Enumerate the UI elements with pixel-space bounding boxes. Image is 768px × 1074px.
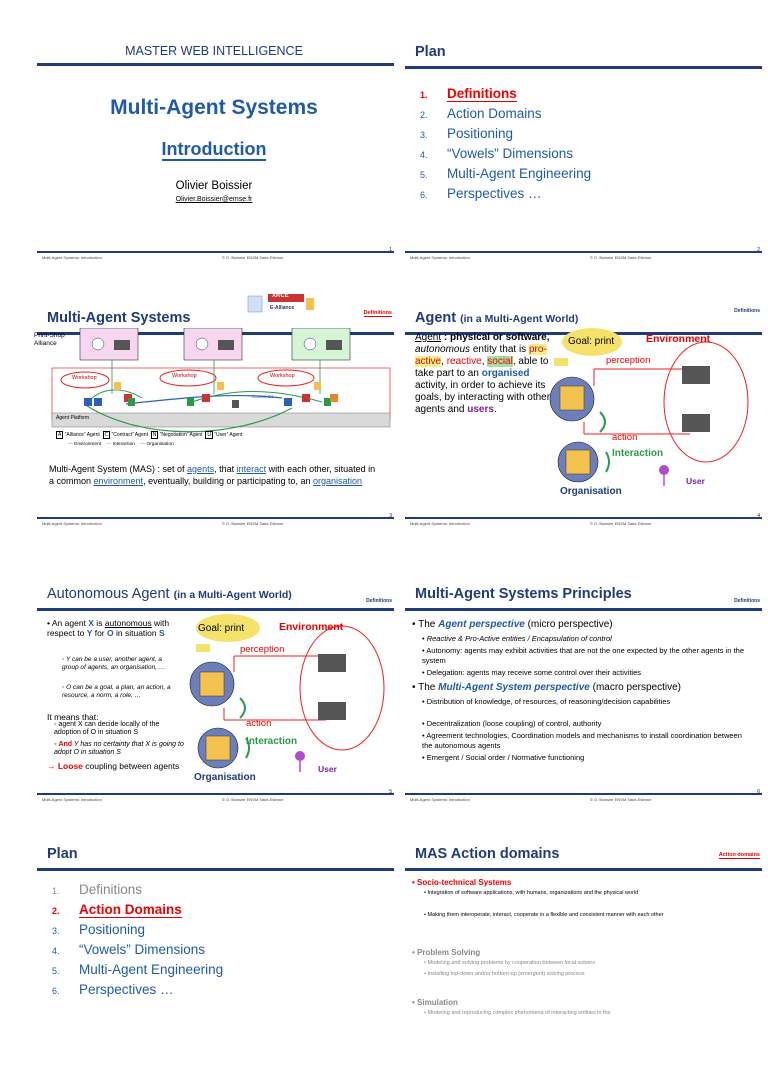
agent-box-N (284, 398, 292, 406)
mas-perspective-item: • Distribution of knowledge, of resources, of reasoning/decision capabilities (422, 697, 671, 706)
page-number: 1 (389, 247, 392, 253)
agent-body (566, 450, 590, 474)
printshop-label: Print-Shop Alliance (34, 332, 65, 347)
environment-ellipse (664, 342, 748, 462)
domain-heading: • Simulation (412, 998, 458, 1007)
printer-icon (318, 702, 346, 720)
page-number: 2 (757, 247, 760, 253)
interaction-wave (606, 452, 609, 472)
section-tag: Definitions (366, 598, 392, 604)
clock-icon (304, 338, 316, 350)
footer-left: Multi-Agent Systems: Introduction (42, 521, 102, 526)
autonomy-definition: • An agent X is autonomous with respect to Y for O in situation S (47, 618, 170, 638)
slide-title: MAS Action domains (415, 846, 560, 862)
footer-mid: © O. Boissier ENSM Saint-Etienne (590, 797, 652, 802)
slide-title: Agent (in a Multi-Agent World) (415, 310, 579, 326)
author-email[interactable]: Olivier.Boissier@emse.fr (175, 196, 253, 203)
platform-label: Agent Platform (56, 415, 90, 421)
loose-coupling: → Loose coupling between agents (47, 761, 180, 771)
plan-item-action-domains: 2. Action Domains (52, 902, 182, 917)
plan-list (52, 880, 223, 1000)
environment-label: Environment (646, 333, 711, 345)
bottom-bar (405, 517, 762, 519)
workshop-label: Workshop (270, 373, 295, 379)
footer-left: Multi-Agent Systems: Introduction (410, 797, 470, 802)
footer-left: Multi-Agent Systems: Introduction (42, 797, 102, 802)
plan-item: 3. Positioning (52, 922, 146, 937)
agent-perspective-item: • Reactive & Pro-Active entities / Encapsulation of control (422, 634, 612, 643)
plan-item: 6. Perspectives … (52, 982, 174, 997)
thought-bubble (196, 644, 210, 652)
goal-label: Goal: print (568, 336, 615, 347)
page-number: 5 (389, 789, 392, 795)
slide-title: Multi-Agent Systems (110, 96, 318, 119)
course-header: MASTER WEB INTELLIGENCE (125, 44, 303, 58)
agent-box-U (217, 382, 224, 390)
agent-body (206, 736, 230, 760)
user-label: User (686, 476, 705, 486)
bottom-bar (37, 251, 394, 253)
section-tag: Action domains (718, 852, 760, 858)
agent-box-U (114, 382, 121, 390)
user-icon (295, 751, 305, 761)
mas-perspective-item: • Agreement technologies, Coordination models and mechanisms to install coordination between the autonomous agents (422, 731, 742, 750)
o-definition: ◦ O can be a goal, a plan, an action, a resource, a norm, a role, … (62, 684, 171, 699)
page-number: 6 (757, 789, 760, 795)
environment-label: Environment (279, 621, 344, 633)
line-legend: — Environment — Interaction — Organisation (68, 442, 174, 447)
logo-text: XRCE (272, 293, 289, 299)
diagram-legend: A “Alliance” Agent C “Contract” Agent N “Negotiation” Agent U “User” Agent (58, 432, 243, 438)
organisation-label: Organisation (194, 772, 256, 783)
printer-icon (218, 340, 234, 350)
means-item-1: ◦ agent X can decide locally of the adoption of O in situation S (54, 721, 160, 736)
bottom-bar (405, 251, 762, 253)
page-number: 3 (389, 513, 392, 519)
user-icon (659, 465, 669, 475)
printer-icon (114, 340, 130, 350)
interaction-wave (600, 412, 605, 432)
agent-box-C (94, 398, 102, 406)
plan-item-definitions: 1. Definitions (420, 86, 517, 101)
slide-3 (32, 292, 396, 538)
goal-label: Goal: print (198, 623, 245, 634)
clock-icon (196, 338, 208, 350)
plan-item: 4. “Vowels” Dimensions (420, 146, 574, 161)
means-item-2: ◦ And Y has no certainty that X is going to adopt O in situation S (54, 741, 184, 756)
slide-title: Multi-Agent Systems (47, 310, 191, 326)
slide-8 (400, 828, 764, 1024)
agent-box-A (330, 394, 338, 402)
section-tag: Definitions (734, 598, 760, 604)
agent-body (200, 672, 224, 696)
workshop-label: Workshop (172, 373, 197, 379)
agent-box-A (302, 394, 310, 402)
means-label: It means that: (47, 712, 99, 722)
slide-6 (400, 568, 764, 814)
domain-item: • Modeling and reproducing complex phenomena of interacting entities in the (424, 1010, 611, 1016)
domain-item: • Integration of software applications, with humans, organizations and the physical world (424, 890, 639, 896)
thought-bubble (554, 358, 568, 366)
action-label: action (612, 432, 638, 443)
footer-left: Multi-Agent Systems: Introduction (410, 521, 470, 526)
logo-sub: E-Alliance (270, 305, 295, 311)
slide-title: Autonomous Agent (in a Multi-Agent World) (47, 586, 292, 602)
footer-mid: © O. Boissier ENSM Saint-Etienne (590, 255, 652, 260)
title-bar (37, 868, 394, 871)
footer-mid: © O. Boissier ENSM Saint-Etienne (222, 255, 284, 260)
agent-box-N (187, 398, 194, 406)
slide-title: Plan (47, 846, 78, 862)
printer-icon (326, 340, 342, 350)
plan-item: 1. Definitions (52, 882, 143, 897)
page-number: 4 (757, 513, 760, 519)
agent-box (232, 400, 239, 408)
slide-subtitle: Introduction (161, 139, 267, 159)
agent-box-N (324, 398, 331, 406)
title-bar (405, 66, 762, 69)
plan-item: 6. Perspectives … (420, 186, 542, 201)
domain-item: • Installing top-down and/or bottom-up (emergent) solving process (424, 971, 585, 977)
slide-4 (400, 292, 764, 538)
printer-icon (318, 654, 346, 672)
domain-item: • Making them interoperate, interact, cooperate in a flexible and consistent manner with each other (424, 912, 664, 918)
interaction-label: Interaction (246, 736, 298, 747)
agent-diagram (540, 322, 764, 512)
agent-box-N (128, 398, 135, 406)
plan-item: 2. Action Domains (420, 106, 542, 121)
domain-item: • Modeling and solving problems by cooperation between local solvers (424, 960, 596, 966)
mas-perspective-item: • Emergent / Social order / Normative functioning (422, 753, 585, 762)
agent-perspective: • The Agent perspective (micro perspective) (412, 619, 613, 630)
slide-title: Plan (415, 44, 446, 60)
control-label: Control C1 (252, 394, 274, 399)
footer-mid: © O. Boissier ENSM Saint-Etienne (222, 797, 284, 802)
mas-perspective: • The Multi-Agent System perspective (macro perspective) (412, 682, 681, 693)
bottom-bar (37, 517, 394, 519)
mas-definition: Multi-Agent System (MAS) : set of agents, that interact with each other, situated in a common environment, eventually, building or participating to, an organisation (49, 464, 376, 486)
author: Olivier Boissier (175, 180, 253, 192)
footer-left: Multi-Agent Systems: Introduction (42, 255, 102, 260)
perception-label: perception (240, 644, 285, 655)
printer-icon (682, 414, 710, 432)
slide-title: Multi-Agent Systems Principles (415, 586, 632, 602)
plan-item: 4. “Vowels” Dimensions (52, 942, 206, 957)
mas-perspective-item: • Decentralization (loose coupling) of control, authority (422, 719, 602, 728)
slide-7 (32, 828, 396, 1074)
agent-definition: Agent : physical or software, autonomous entity that is pro-active, reactive, social, able to take part to an organised activity, in order to achieve its goals, by interacting with other agents and users. (415, 332, 551, 415)
title-bar (405, 608, 762, 611)
title-bar (405, 868, 762, 871)
footer-mid: © O. Boissier ENSM Saint-Etienne (590, 521, 652, 526)
plan-item: 5. Multi-Agent Engineering (420, 166, 592, 181)
interaction-wave (240, 698, 245, 718)
organisation-label: Organisation (560, 486, 622, 497)
plan-item: 3. Positioning (420, 126, 514, 141)
workshop-label: Workshop (72, 375, 97, 381)
perception-label: perception (606, 355, 651, 366)
agent-box-A (202, 394, 210, 402)
agent-box-U (314, 382, 321, 390)
plan-list (420, 84, 591, 204)
bottom-bar (37, 793, 394, 795)
agent-box-N (84, 398, 92, 406)
environment-ellipse (300, 626, 384, 750)
domain-heading: • Problem Solving (412, 948, 481, 957)
user-label: User (318, 764, 337, 774)
footer-left: Multi-Agent Systems: Introduction (410, 255, 470, 260)
domain-heading: • Socio-technical Systems (412, 878, 512, 887)
footer-mid: © O. Boissier ENSM Saint-Etienne (222, 521, 284, 526)
title-bar (37, 63, 394, 66)
action-label: action (246, 718, 272, 729)
xrce-logo (246, 292, 316, 318)
section-tag: Definitions (734, 308, 760, 314)
agent-perspective-item: • Delegation: agents may receive some control over their activities (422, 668, 641, 677)
agent-body (560, 386, 584, 410)
section-tag: Definitions (363, 310, 392, 316)
agent-perspective-item: • Autonomy: agents may exhibit activities that are not the one expected by the other agents in the system (422, 646, 744, 665)
slide-5 (32, 568, 396, 814)
printer-icon (682, 366, 710, 384)
plan-item: 5. Multi-Agent Engineering (52, 962, 224, 977)
clock-icon (92, 338, 104, 350)
slide-1 (32, 26, 396, 272)
y-definition: ◦ Y can be a user, another agent, a group of agents, an organisation, … (62, 656, 166, 671)
agent-diagram (182, 610, 396, 790)
interaction-label: Interaction (612, 448, 664, 459)
bottom-bar (405, 793, 762, 795)
slide-2 (400, 26, 764, 272)
